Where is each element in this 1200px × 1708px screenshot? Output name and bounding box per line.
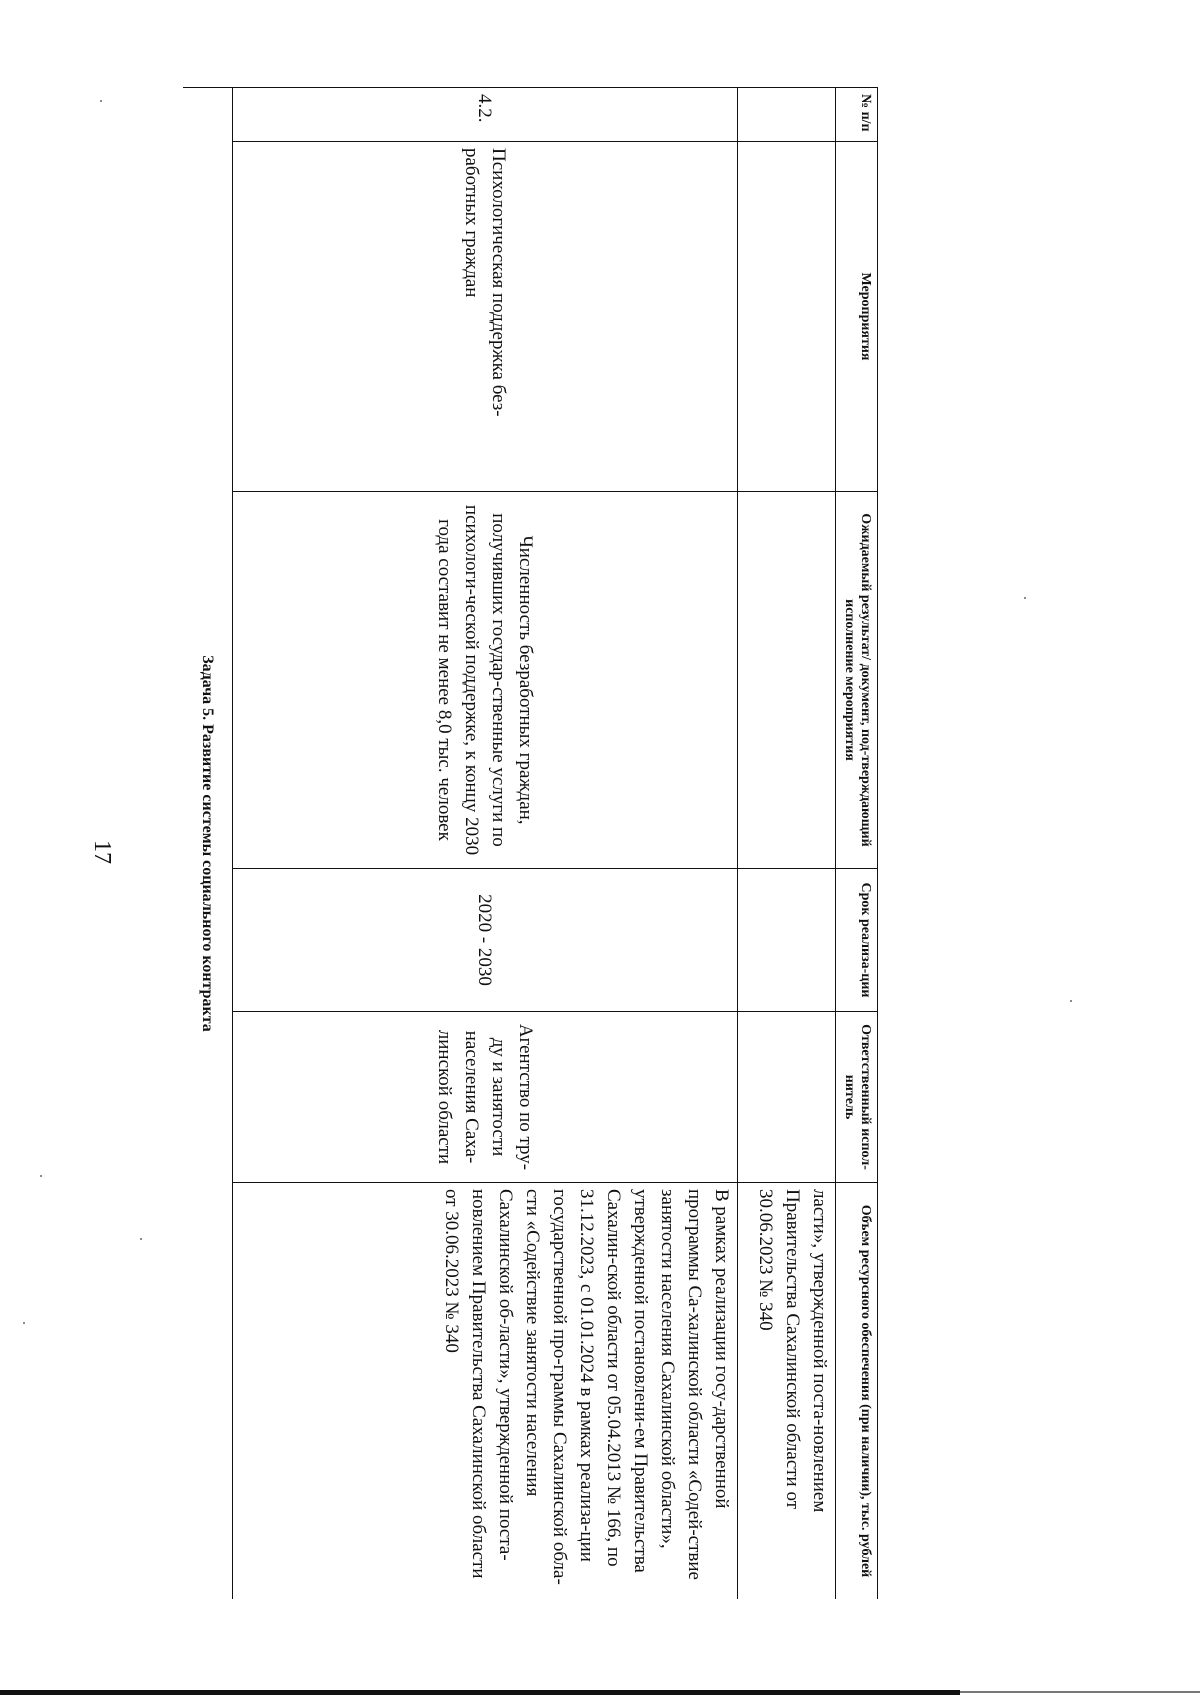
- table-row: [233, 88, 738, 1600]
- cont-executor-cell: [738, 1012, 836, 1183]
- page-number: 17: [89, 840, 115, 864]
- scan-speck: [1070, 1000, 1072, 1002]
- cont-term-cell: [738, 869, 836, 1012]
- cont-funding-cell: ласти», утвержденной поста-новлением Правительства Сахалинской области от 30.06.2023 № 340: [738, 1183, 836, 1600]
- row-num-cell: 4.2.: [233, 88, 738, 142]
- task-heading: Задача 5. Развитие системы социального контракта: [183, 88, 233, 1600]
- scan-speck: [40, 1175, 42, 1177]
- header-funding: Объем ресурсного обеспечения (при наличии), тыс. рублей: [836, 1183, 878, 1600]
- scan-edge-bar: [960, 1691, 1200, 1693]
- cont-result-cell: [738, 492, 836, 869]
- scan-speck: [1024, 597, 1026, 599]
- row-term-cell: 2020 - 2030: [233, 869, 738, 1012]
- row-executor-cell: Агентство по тру-ду и занятости населения Саха-линской области: [233, 1012, 738, 1183]
- cont-num-cell: [738, 88, 836, 142]
- rotated-table-container: [183, 87, 878, 1599]
- row-result-cell: Численность безработных граждан, получивших государ-ственные услуги по психологи-ческой поддержке, к концу 2030 года составит не менее 8,0 тыс. человек: [233, 492, 738, 869]
- scan-speck: [23, 1322, 25, 1324]
- header-event: Мероприятия: [836, 142, 878, 492]
- measures-table: [183, 87, 878, 1599]
- document-sheet: [183, 87, 878, 1599]
- header-result: Ожидаемый результат/ документ, под-тверждающий исполнение мероприятия: [836, 492, 878, 869]
- cont-event-cell: [738, 142, 836, 492]
- table-header-row: [836, 88, 878, 1600]
- task-heading-row: [183, 88, 233, 1600]
- scan-speck: [100, 100, 102, 102]
- header-executor: Ответственный испол-нитель: [836, 1012, 878, 1183]
- row-funding-cell: В рамках реализации госу-дарственной программы Са-халинской области «Содей-ствие занятости населения Сахалинской области», утвержденной постановлени-ем Правительства Сахалин-ской области от 05.04.2013 № 166, по 31.12.2023, с 01.01.2024 в рамках реализа-ции государственной про-граммы Сахалинской обла-сти «Содействие занятости населения Сахалинской об-ласти», утвержденной поста-новлением Правительства Сахалинской области от 30.06.2023 № 340: [233, 1183, 738, 1600]
- table-row-continuation: [738, 88, 836, 1600]
- header-term: Срок реализа-ции: [836, 869, 878, 1012]
- row-event-cell: Психологическая поддержка без-работных граждан: [233, 142, 738, 492]
- scan-edge-bar: [0, 1690, 960, 1695]
- scan-speck: [140, 1238, 142, 1240]
- header-num: № п/п: [836, 88, 878, 142]
